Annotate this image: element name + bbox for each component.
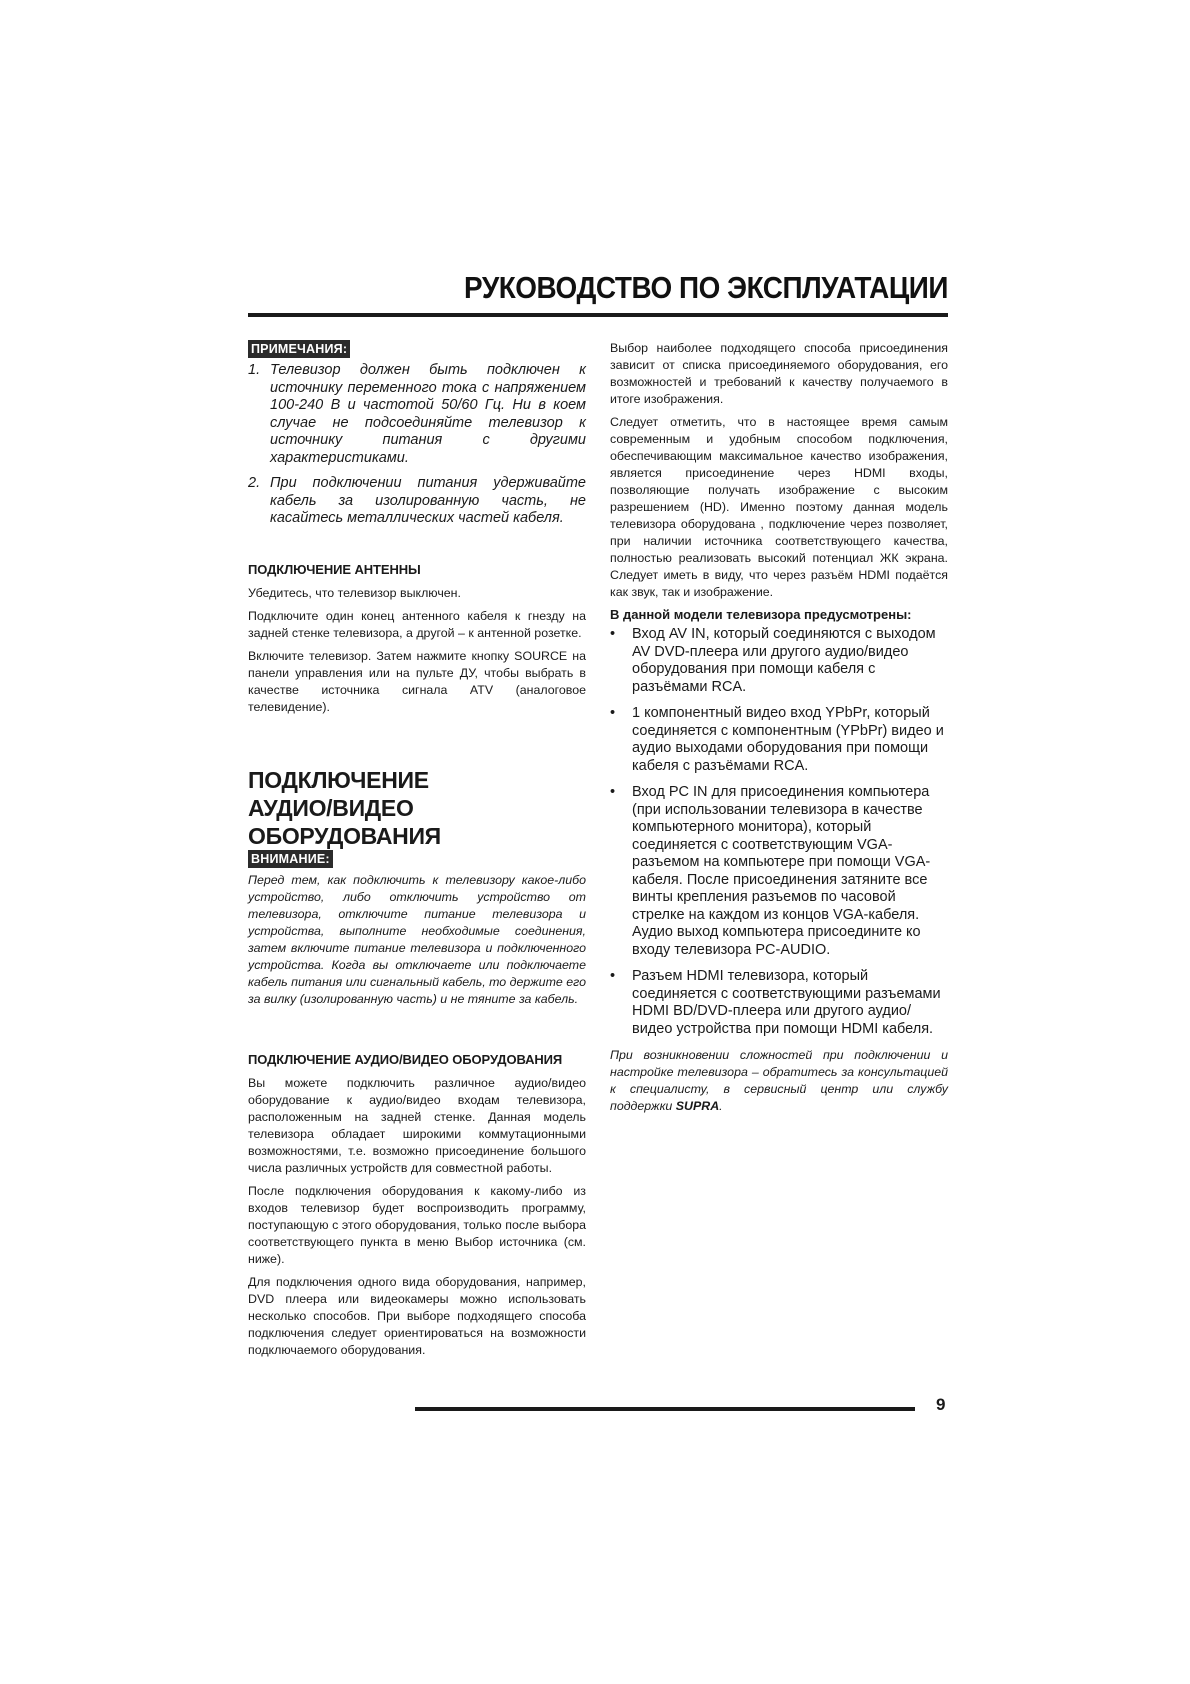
notes-list: [248, 362, 586, 528]
list-item: [610, 705, 948, 775]
antenna-heading: ПОДКЛЮЧЕНИЕ АНТЕННЫ: [248, 561, 421, 577]
right-para: Следует отметить, что в настоящее время самым современным и удобным способом подключения, обеспечивающим максимальное качество изображения, является присоединение через HDMI входы, позволяющие получать изображение с высоким разрешением (HD). Именно поэтому данная модель телевизора оборудована , подключение через позволяет, при наличии источника соответствующего качества, полностью реализовать высокий потенциал ЖК экрана. Следует иметь в виду, что через разъём HDMI подаётся как звук, так и изображение.: [610, 415, 948, 599]
list-item-text: Вход AV IN, который соединяются с выходом AV DVD-плеера или другого аудио/видео оборудования при помощи кабеля с разъёмами RCA.: [632, 626, 936, 695]
note-text: Телевизор должен быть подключен к источнику переменного тока с напряжением 100-240 В и частотой 50/60 Гц. Ни в коем случае не подсоединяйте телевизор к источнику питания с другими характеристиками.: [270, 362, 586, 466]
right-para: Выбор наиболее подходящего способа присоединения зависит от списка присоединяемого оборудования, его возможностей и требований к качеству получаемого в итоге изображения.: [610, 341, 948, 406]
page-number: 9: [936, 1395, 946, 1414]
page-title: РУКОВОДСТВО ПО ЭКСПЛУАТАЦИИ: [464, 270, 948, 305]
closing-note: [610, 1047, 948, 1115]
list-item: [610, 626, 948, 696]
note-text: При подключении питания удерживайте кабель за изолированную часть, не касайтесь металлических частей кабеля.: [270, 475, 586, 526]
title-divider: [248, 313, 948, 317]
av-para: Вы можете подключить различное аудио/видео оборудование к аудио/видео входам телевизора, расположенным на задней стенке. Данная модель телевизора обладает широкими коммутационными возможностями, т.е. возможно присоединение большого числа различных устройств для совместной работы.: [248, 1075, 586, 1175]
list-item: [610, 784, 948, 959]
list-item: [610, 968, 948, 1038]
antenna-para: Включите телевизор. Затем нажмите кнопку SOURCE на панели управления или на пульте ДУ, чтобы выбрать в качестве источника сигнала ATV (аналоговое телевидение).: [248, 648, 586, 714]
note-number: 1.: [248, 362, 261, 378]
list-item-text: Вход PC IN для присоединения компьютера (при использовании телевизора в качестве компьютерного монитора), который соединяется с соответствующим VGA-разъемом на компьютере при помощи VGA-кабеля. После присоединения затяните все винты крепления разъемов по часовой стрелке на каждом из концов VGA-кабеля. Аудио выход компьютера присоедините ко входу телевизора PC-AUDIO.: [632, 784, 931, 958]
note-item: [248, 475, 586, 528]
right-column: [610, 340, 948, 1115]
bullet-icon: •: [610, 626, 616, 642]
av-heading-line1: ПОДКЛЮЧЕНИЕ: [248, 766, 429, 793]
provided-heading: В данной модели телевизора предусмотрены:: [610, 607, 912, 622]
left-column: [248, 340, 586, 1365]
av-heading-line2: АУДИО/ВИДЕО ОБОРУДОВАНИЯ: [248, 794, 441, 849]
warning-text: Перед тем, как подключить к телевизору какое-либо устройство, либо отключить устройство от телевизора, отключите питание телевизора и устройства, выполните необходимые соединения, затем включите питание телевизора и подключенного устройства. Когда вы отключаете или подключаете кабель питания или сигнальный кабель, то держите его за вилку (изолированную часть) и не тяните за кабель.: [248, 872, 586, 1006]
bullet-icon: •: [610, 968, 616, 984]
inputs-list: [610, 626, 948, 1038]
av-subheading: ПОДКЛЮЧЕНИЕ АУДИО/ВИДЕО ОБОРУДОВАНИЯ: [248, 1051, 563, 1067]
notes-tag: ПРИМЕЧАНИЯ:: [248, 340, 350, 358]
av-para: После подключения оборудования к какому-либо из входов телевизор будет воспроизводить программу, поступающую с этого оборудования, только после выбора соответствующего пункта в меню Выбор источника (см. ниже).: [248, 1183, 586, 1266]
note-item: [248, 362, 586, 467]
closing-text: При возникновении сложностей при подключении и настройке телевизора – обратитесь за консультацией к специалисту, в сервисный центр или службу поддержки: [610, 1048, 948, 1113]
warning-tag: ВНИМАНИЕ:: [248, 850, 333, 868]
closing-end: .: [719, 1099, 723, 1113]
antenna-para: Убедитесь, что телевизор выключен.: [248, 585, 461, 600]
list-item-text: Разъем HDMI телевизора, который соединяется с соответствующими разъемами HDMI BD/DVD-плеера или другого аудио/видео устройства при помощи HDMI кабеля.: [632, 968, 941, 1037]
footer-divider: [415, 1407, 915, 1411]
list-item-text: 1 компонентный видео вход YPbPr, который соединяется с компонентным (YPbPr) видео и аудио выходами оборудования при помощи кабеля с разъёмами RCA.: [632, 705, 944, 774]
note-number: 2.: [248, 475, 261, 491]
bullet-icon: •: [610, 784, 616, 800]
antenna-para: Подключите один конец антенного кабеля к гнезду на задней стенке телевизора, а другой – к антенной розетке.: [248, 608, 586, 640]
brand-name: SUPRA: [675, 1099, 720, 1113]
av-para: Для подключения одного вида оборудования, например, DVD плеера или видеокамеры можно использовать несколько способов. При выборе подходящего способа подключения следует ориентироваться на возможности подключаемого оборудования.: [248, 1274, 586, 1357]
bullet-icon: •: [610, 705, 616, 721]
